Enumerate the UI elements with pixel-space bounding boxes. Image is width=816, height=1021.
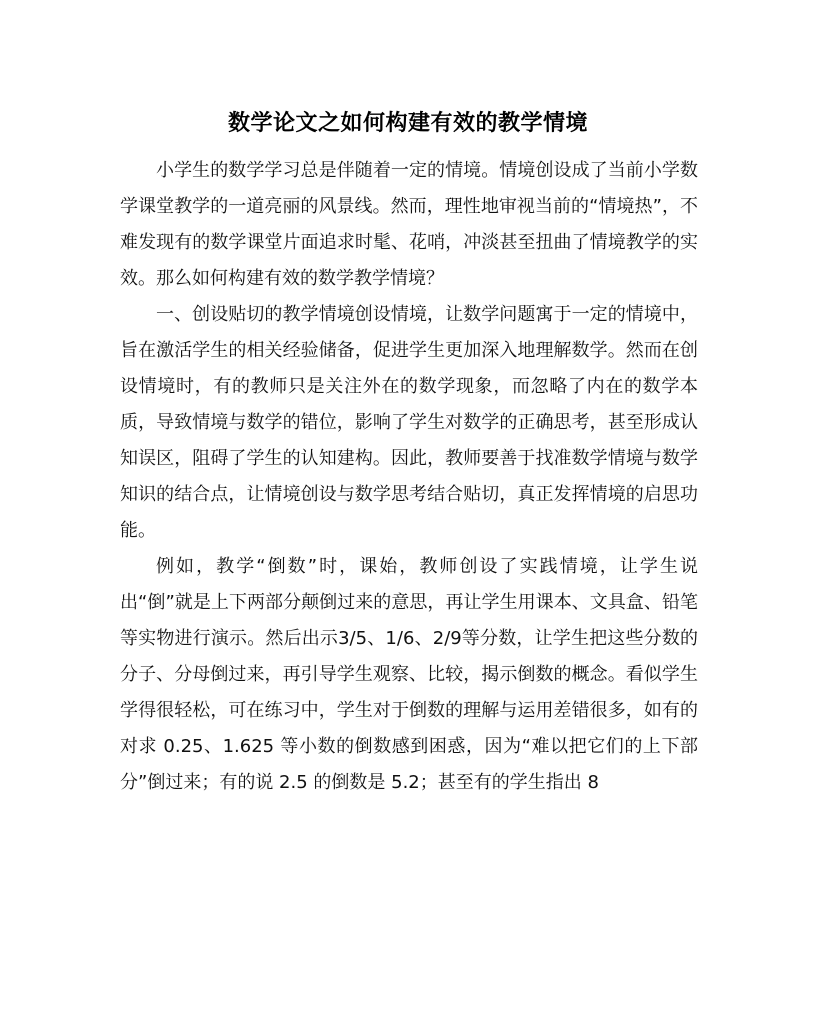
paragraph-intro: 小学生的数学学习总是伴随着一定的情境。情境创设成了当前小学数学课堂教学的一道亮丽的风景线。然而，理性地审视当前的“情境热”，不难发现有的数学课堂片面追求时髦、花哨，冲淡甚至扭曲了情境教学的实效。那么如何构建有效的数学教学情境？	[120, 160, 698, 289]
document-body	[120, 153, 698, 801]
paragraph-section-one: 一、创设贴切的教学情境创设情境，让数学问题寓于一定的情境中，旨在激活学生的相关经验储备，促进学生更加深入地理解数学。然而在创设情境时，有的教师只是关注外在的数学现象，而忽略了内在的数学本质，导致情境与数学的错位，影响了学生对数学的正确思考，甚至形成认知误区，阻碍了学生的认知建构。因此，教师要善于找准数学情境与数学知识的结合点，让情境创设与数学思考结合贴切，真正发挥情境的启思功能。	[120, 304, 698, 541]
document-title: 数学论文之如何构建有效的教学情境	[227, 110, 588, 136]
paragraph-example: 例如，教学“倒数”时，课始，教师创设了实践情境，让学生说出“倒”就是上下两部分颠倒过来的意思，再让学生用课本、文具盒、铅笔等实物进行演示。然后出示3/5、1/6、2/9等分数，让学生把这些分数的分子、分母倒过来，再引导学生观察、比较，揭示倒数的概念。看似学生学得很轻松，可在练习中，学生对于倒数的理解与运用差错很多，如有的对求 0.25、1.625 等小数的倒数感到困惑，因为“难以把它们的上下部分”倒过来；有的说 2.5 的倒数是 5.2；甚至有的学生指出 8	[120, 556, 698, 793]
